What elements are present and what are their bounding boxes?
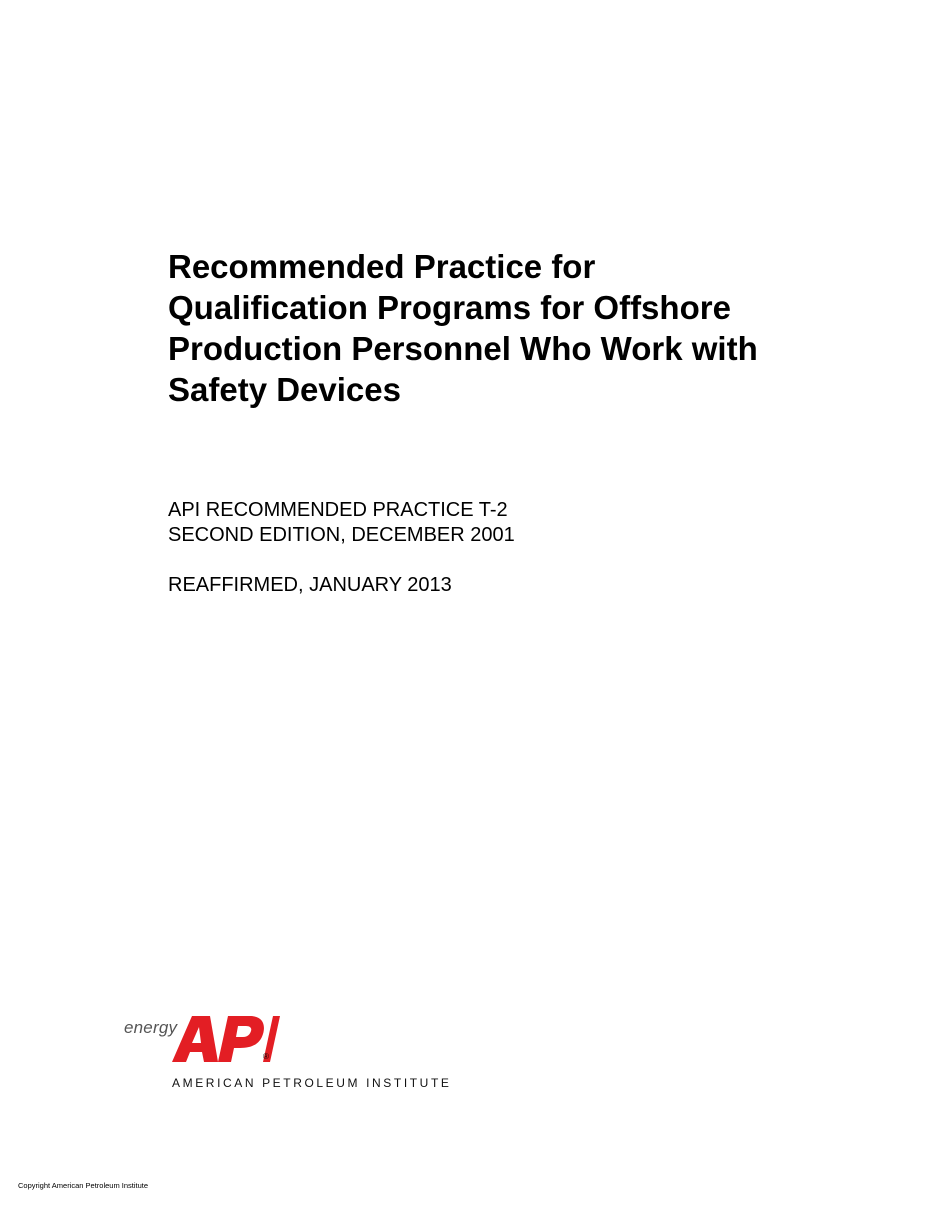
- copyright-notice: Copyright American Petroleum Institute: [18, 1181, 149, 1190]
- title-line-2: Qualification Programs for Offshore: [168, 289, 731, 326]
- document-designation: API RECOMMENDED PRACTICE T-2: [168, 499, 508, 521]
- title-line-1: Recommended Practice for: [168, 248, 596, 285]
- logo-energy-text: energy: [124, 1018, 178, 1037]
- document-title: [168, 246, 868, 410]
- title-line-3: Production Personnel Who Work with: [168, 330, 758, 367]
- document-edition: SECOND EDITION, DECEMBER 2001: [168, 524, 515, 546]
- document-reaffirmed: REAFFIRMED, JANUARY 2013: [168, 574, 452, 596]
- api-logo: [122, 1010, 452, 1095]
- title-line-4: Safety Devices: [168, 371, 401, 408]
- logo-organization-name: AMERICAN PETROLEUM INSTITUTE: [172, 1076, 452, 1090]
- registered-mark: ®: [263, 1052, 269, 1061]
